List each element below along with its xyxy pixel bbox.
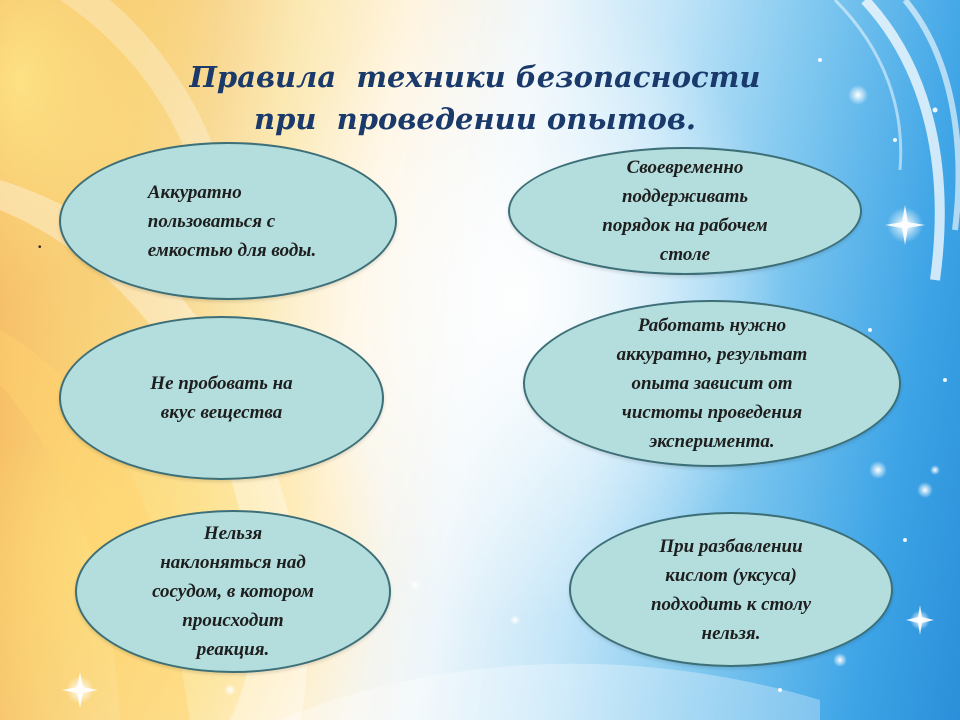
rule-line: При разбавлении — [659, 535, 803, 557]
rule-line: кислот (уксуса) — [665, 564, 797, 586]
rule-line: Не пробовать на — [150, 373, 293, 394]
rule-text — [150, 369, 292, 427]
rule-line: Работать нужно — [637, 315, 787, 336]
rule-oval-work-carefully — [523, 300, 901, 467]
rule-line: сосудом, в котором — [152, 581, 314, 602]
rule-line: порядок на рабочем — [602, 215, 768, 236]
rule-line: эксперимента. — [649, 431, 775, 452]
rule-text — [152, 519, 314, 664]
rule-line: аккуратно, результат — [616, 344, 808, 365]
rule-line: Нельзя — [203, 523, 263, 544]
slide-title — [140, 56, 810, 140]
slide-title-line-2: при проведении опытов. — [254, 102, 696, 136]
rule-line: наклоняться над — [160, 552, 306, 573]
rule-line: происходит — [182, 610, 284, 631]
rule-text — [651, 532, 811, 648]
stray-bullet: . — [37, 228, 43, 253]
rule-oval-no-tasting — [59, 316, 384, 480]
rule-text — [140, 178, 316, 265]
rule-text — [617, 311, 808, 456]
rule-line: чистоты проведения — [621, 402, 803, 423]
rule-line: опыта зависит от — [631, 373, 793, 394]
rule-line: реакция. — [196, 639, 270, 660]
rule-line: емкостью для воды. — [147, 239, 317, 261]
rule-oval-workplace-order — [508, 147, 862, 275]
rule-line: столе — [659, 244, 711, 265]
rule-line: поддерживать — [621, 186, 749, 207]
rule-line: Аккуратно — [147, 181, 242, 203]
slide-title-line-1: Правила техники безопасности — [189, 60, 761, 94]
rule-oval-no-leaning — [75, 510, 391, 673]
rule-line: подходить к столу — [650, 593, 812, 615]
rule-line: Своевременно — [626, 157, 744, 178]
rule-line: нельзя. — [701, 622, 761, 644]
rule-line: пользоваться с — [147, 210, 276, 232]
rule-oval-water-container — [59, 142, 397, 300]
rule-oval-acid-dilution — [569, 512, 893, 667]
rule-text — [602, 153, 767, 269]
rule-line: вкус вещества — [160, 402, 283, 423]
